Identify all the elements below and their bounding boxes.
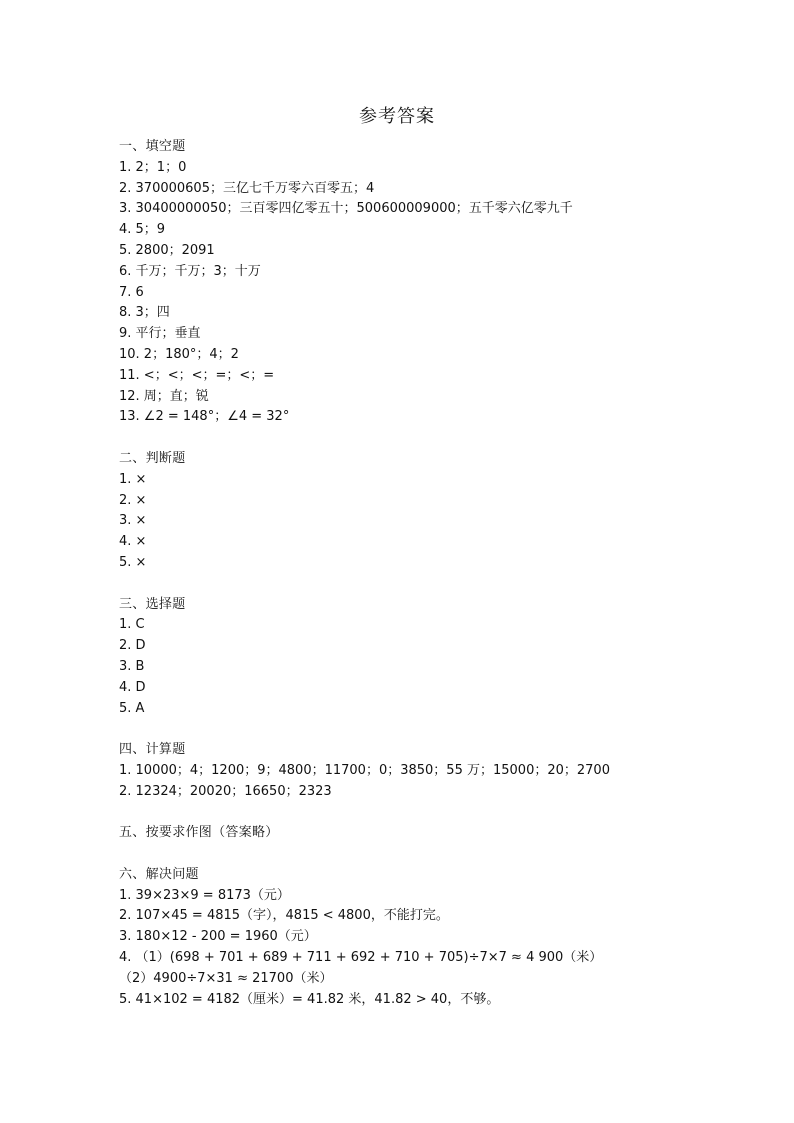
answer-line: 2. × xyxy=(119,492,147,508)
answer-line: 8. 3；四 xyxy=(119,305,170,321)
answer-line: 1. 39×23×9 = 8173（元） xyxy=(119,887,290,903)
answer-line: 5. A xyxy=(119,700,145,716)
answer-line: 3. × xyxy=(119,513,147,529)
section-5 xyxy=(119,823,759,844)
answer-line: 3. B xyxy=(119,658,145,674)
section-heading: 一、填空题 xyxy=(119,139,186,154)
section-heading: 四、计算题 xyxy=(119,742,186,758)
answer-line: 13. ∠2 = 148°；∠4 = 32° xyxy=(119,409,290,425)
answer-line: 9. 平行；垂直 xyxy=(119,326,201,342)
answer-line: 7. 6 xyxy=(119,284,144,300)
section-3 xyxy=(119,595,759,720)
answer-line: 11. <；<；<；=；<；= xyxy=(119,367,275,383)
answer-line: （2）4900÷7×31 ≈ 21700（米） xyxy=(119,970,333,986)
answer-line: 4. （1）(698 + 701 + 689 + 711 + 692 + 710 + 705)÷7×7 ≈ 4 900（米） xyxy=(119,950,603,966)
section-1 xyxy=(119,137,759,428)
answer-line: 4. 5；9 xyxy=(119,222,166,238)
section-heading: 六、解决问题 xyxy=(119,866,199,882)
answer-line: 5. 41×102 = 4182（厘米）= 41.82 米，41.82 > 40，不够。 xyxy=(119,991,500,1007)
page-title: 参考答案 xyxy=(359,106,435,127)
section-2 xyxy=(119,449,759,574)
answer-line: 3. 30400000050；三百零四亿零五十；500600009000；五千零六亿零九千 xyxy=(119,201,573,217)
answer-line: 1. × xyxy=(119,471,147,487)
answer-line: 3. 180×12 - 200 = 1960（元） xyxy=(119,929,317,945)
answer-line: 1. C xyxy=(119,617,145,633)
section-heading: 三、选择题 xyxy=(119,596,186,612)
answer-line: 5. 2800；2091 xyxy=(119,242,215,258)
section-heading: 五、按要求作图（答案略） xyxy=(119,825,279,841)
answer-line: 1. 2；1；0 xyxy=(119,159,187,175)
answer-line: 12. 周；直；锐 xyxy=(119,388,209,404)
answer-line: 2. 107×45 = 4815（字），4815 < 4800，不能打完。 xyxy=(119,908,449,924)
answer-content xyxy=(119,137,759,1010)
answer-line: 10. 2；180°；4；2 xyxy=(119,346,239,362)
answer-line: 1. 10000；4；1200；9；4800；11700；0；3850；55 万；15000；20；2700 xyxy=(119,762,610,778)
section-4 xyxy=(119,740,759,802)
answer-line: 4. D xyxy=(119,679,146,695)
section-6 xyxy=(119,865,759,1011)
answer-line: 2. 370000605；三亿七千万零六百零五；4 xyxy=(119,180,375,196)
section-heading: 二、判断题 xyxy=(119,450,186,466)
answer-line: 2. 12324；20020；16650；2323 xyxy=(119,783,332,799)
answer-line: 4. × xyxy=(119,534,147,550)
answer-line: 2. D xyxy=(119,638,146,654)
answer-line: 6. 千万；千万；3；十万 xyxy=(119,263,261,279)
answer-line: 5. × xyxy=(119,554,147,570)
